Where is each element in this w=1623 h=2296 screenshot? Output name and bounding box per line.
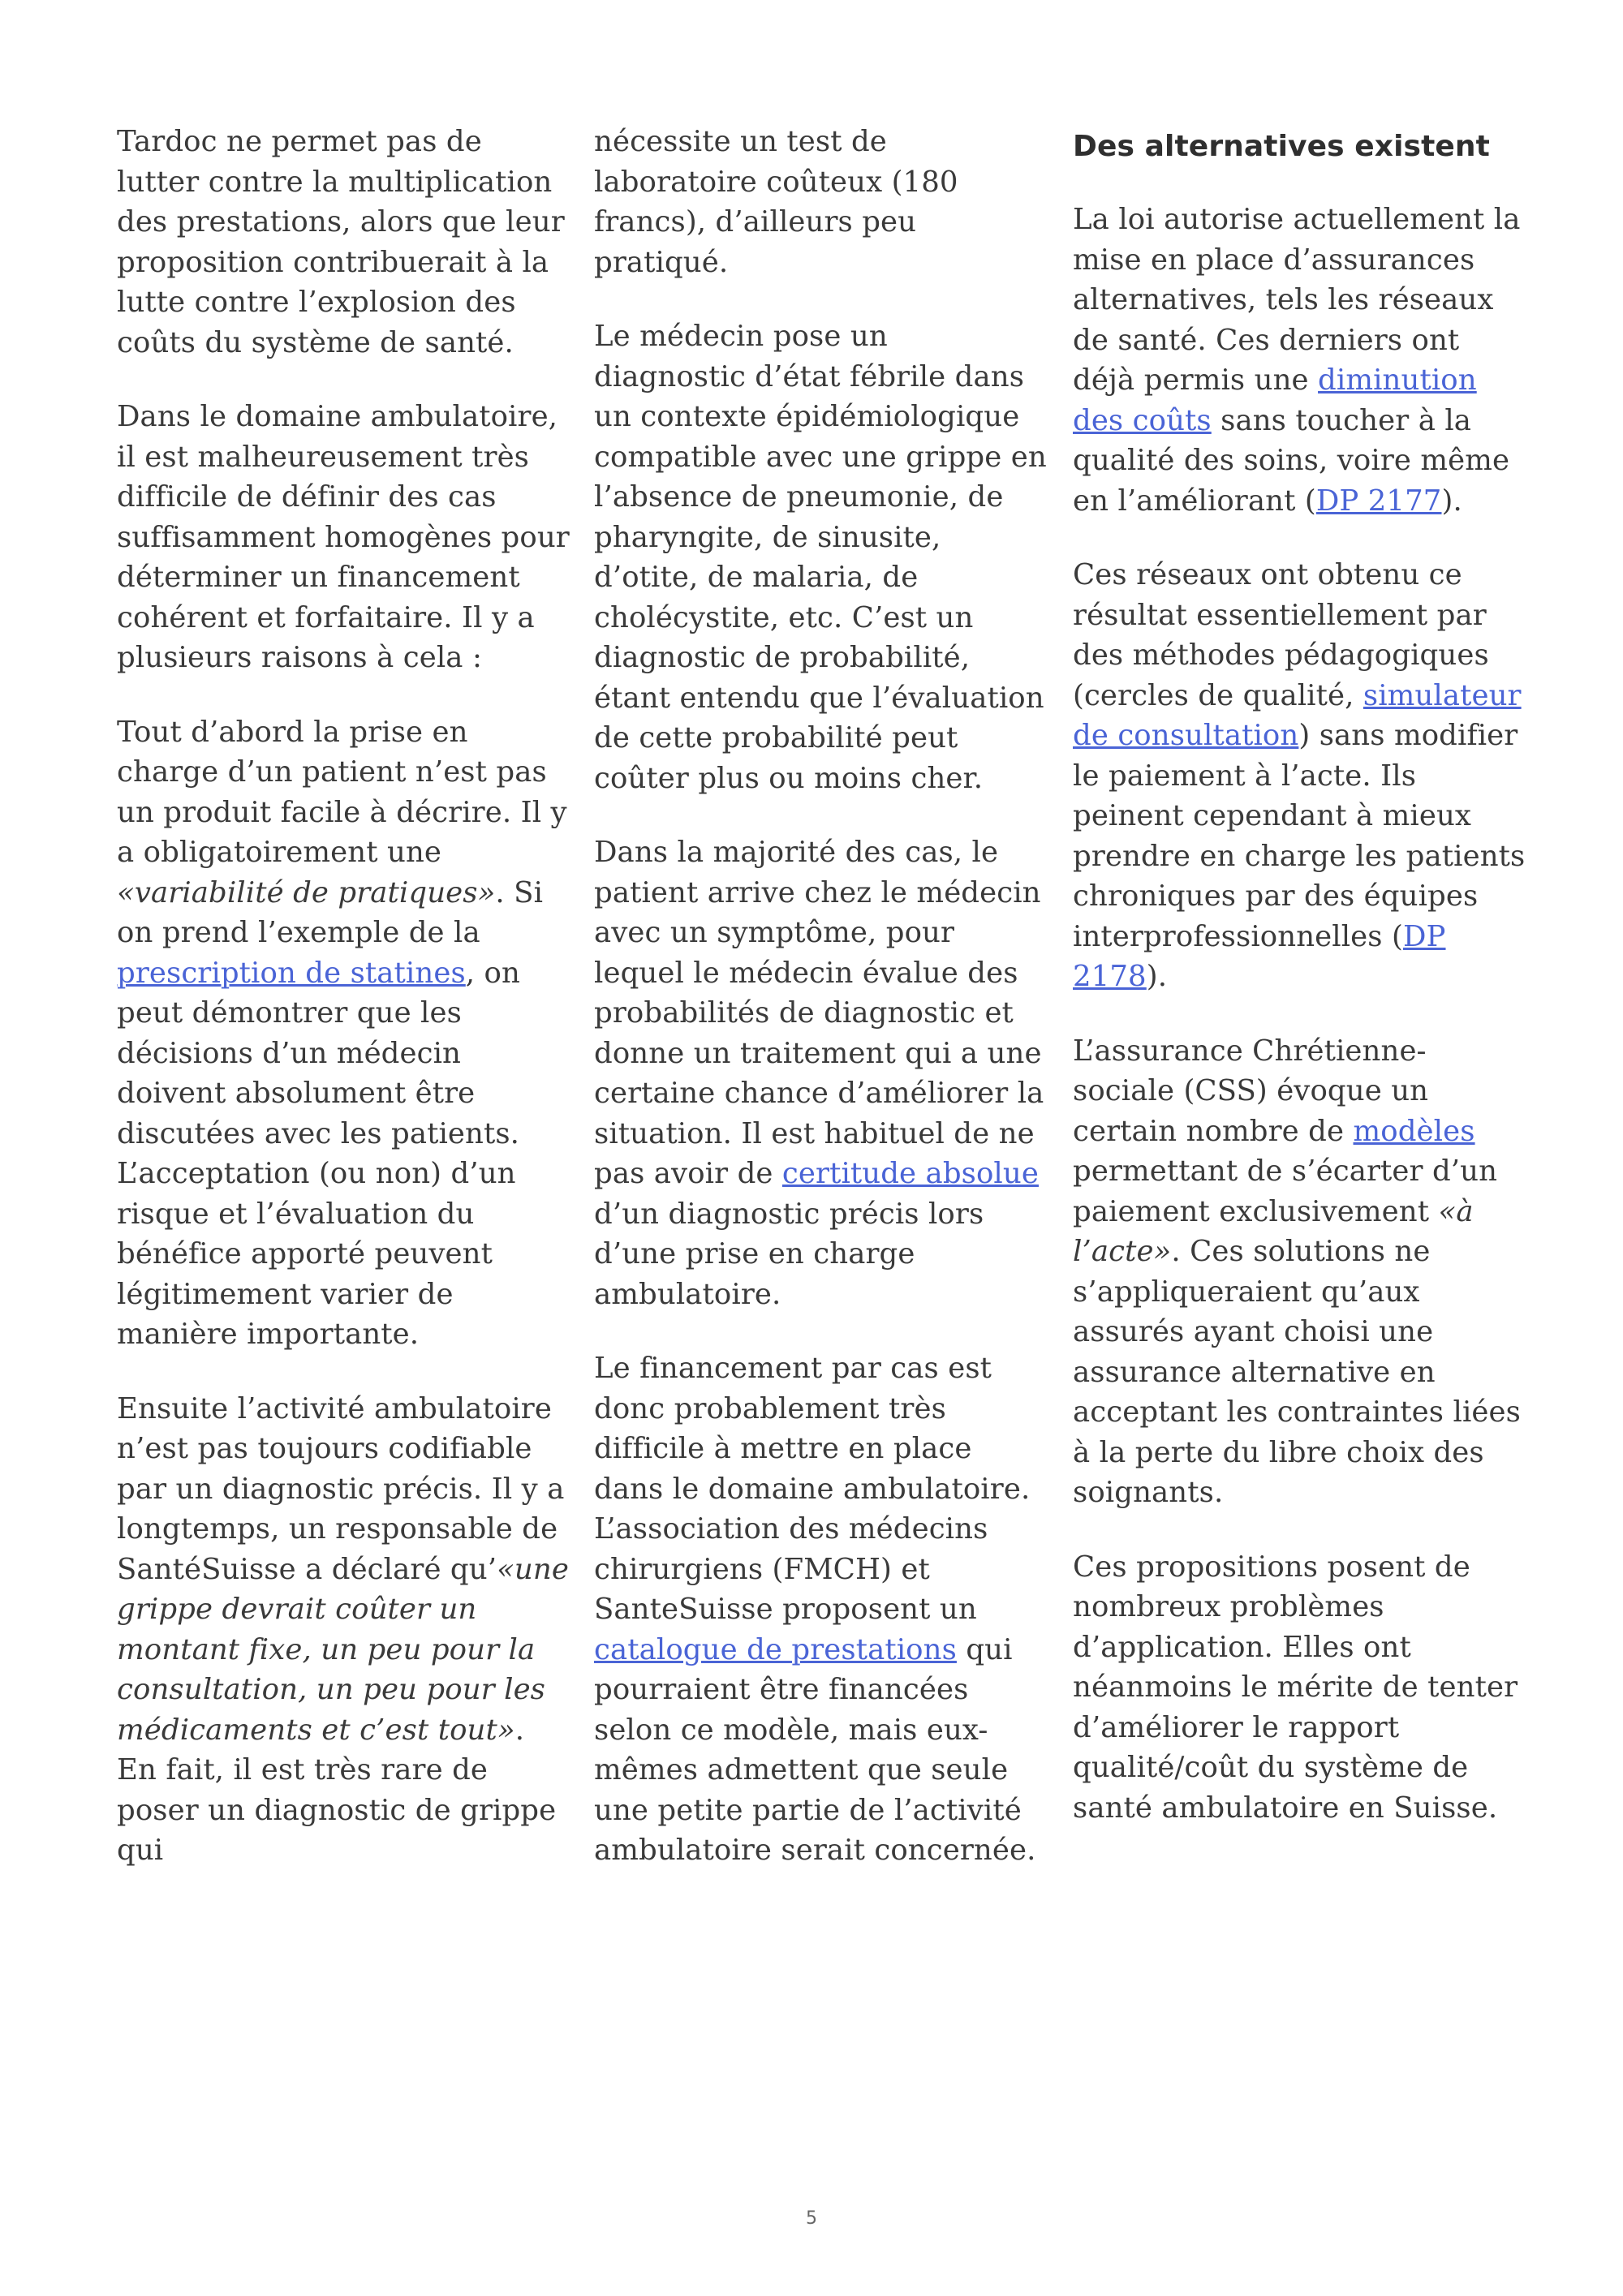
paragraph [1073, 200, 1527, 521]
text-column-1 [117, 122, 571, 1905]
paragraph: nécessite un test de laboratoire coûteux (180 francs), d’ailleurs peu pratiqué. [594, 125, 958, 279]
text-run: Tout d’abord la prise en charge d’un patient n’est pas un produit facile à décrire. Il y a obligatoirement une [117, 715, 567, 869]
paragraph [1073, 555, 1527, 997]
text-run: Le financement par cas est donc probablement très difficile à mettre en place dans le domaine ambulatoire. L’association des médecins chirurgiens (FMCH) et SanteSuisse proposent un [594, 1352, 1031, 1626]
text-run: sans toucher à la qualité des soins, voire même en l’améliorant ( [1073, 403, 1510, 518]
quote-italic: «une grippe devrait coûter un montant fixe, un peu pour la consultation, un peu pour les médicaments et c’est tout» [117, 1552, 569, 1747]
paragraph [594, 832, 1048, 1314]
text-run: Ensuite l’activité ambulatoire n’est pas toujours codifiable par un diagnostic précis. Il y a longtemps, un responsable de SantéSuisse a déclaré qu’ [117, 1391, 565, 1586]
paragraph: Le médecin pose un diagnostic d’état fébrile dans un contexte épidémiologique compatible avec une grippe en l’absence de pneumonie, de pharyngite, de sinusite, d’otite, de malaria, de cholécystite, etc. C’est un diagnostic de probabilité, étant entendu que l’évaluation de cette probabilité peut coûter plus ou moins cher. [594, 320, 1047, 795]
text-run: La loi autorise actuellement la mise en place d’assurances alternatives, tels les réseaux de santé. Ces derniers ont déjà permis une [1073, 203, 1521, 397]
text-column-2 [594, 122, 1048, 1905]
text-run: ). [1146, 960, 1168, 993]
page-number: 5 [806, 2208, 817, 2229]
text-run: permettant de s’écarter d’un paiement exclusivement [1073, 1154, 1498, 1228]
text-column-3 [1073, 122, 1527, 1862]
text-run: . Ces solutions ne s’appliqueraient qu’aux assurés ayant choisi une assurance alternative en acceptant les contraintes liées à la perte du libre choix des soignants. [1073, 1235, 1521, 1509]
link-modeles[interactable]: modèles [1353, 1114, 1475, 1148]
text-run: . Si on prend l’exemple de la [117, 875, 544, 949]
paragraph [117, 712, 571, 1355]
text-run: , on peut démontrer que les décisions d’un médecin doivent absolument être discutées avec les patients. L’acceptation (ou non) d’un risque et l’évaluation du bénéfice apporté peuvent légitimement varier de manière importante. [117, 956, 520, 1351]
link-dp-2177[interactable]: DP 2177 [1315, 484, 1442, 518]
text-run: ) sans modifier le paiement à l’acte. Ils peinent cependant à mieux prendre en charge les patients chroniques par des équipes interprofessionnelles ( [1073, 719, 1526, 953]
link-certitude-absolue[interactable]: certitude absolue [781, 1157, 1039, 1190]
quote-italic: «variabilité de pratiques» [117, 875, 496, 909]
text-run: Ces réseaux ont obtenu ce résultat essentiellement par des méthodes pédagogiques (cercles de qualité, [1073, 558, 1489, 712]
section-heading: Des alternatives existent [1073, 130, 1490, 163]
paragraph [1073, 1031, 1527, 1513]
text-run: Dans la majorité des cas, le patient arrive chez le médecin avec un symptôme, pour lequel le médecin évalue des probabilités de diagnostic et donne un traitement qui a une certaine chance d’améliorer la situation. Il est habituel de ne pas avoir de [594, 836, 1044, 1190]
link-prescription-statines[interactable]: prescription de statines [117, 956, 466, 990]
link-dp-2178[interactable]: DP 2178 [1073, 919, 1446, 993]
text-run: ). [1441, 484, 1462, 518]
paragraph: Ces propositions posent de nombreux problèmes d’application. Elles ont néanmoins le mérite de tenter d’améliorer le rapport qualité/coût du système de santé ambulatoire en Suisse. [1073, 1550, 1518, 1825]
paragraph: Tardoc ne permet pas de lutter contre la multiplication des prestations, alors que leur proposition contribuerait à la lutte contre l’explosion des coûts du système de santé. [117, 125, 565, 359]
text-run: . En fait, il est très rare de poser un diagnostic de grippe qui [117, 1713, 557, 1867]
link-simulateur-consultation[interactable]: simulateur de consultation [1073, 678, 1522, 752]
text-run: qui pourraient être financées selon ce modèle, mais eux-mêmes admettent que seule une petite partie de l’activité ambulatoire serait concernée. [594, 1632, 1036, 1867]
link-diminution-couts[interactable]: diminution des coûts [1073, 363, 1477, 437]
text-run: L’assurance Chrétienne-sociale (CSS) évoque un certain nombre de [1073, 1034, 1429, 1148]
text-run: d’un diagnostic précis lors d’une prise en charge ambulatoire. [594, 1197, 984, 1311]
quote-italic: «à l’acte» [1073, 1194, 1474, 1268]
paragraph [117, 1389, 571, 1871]
paragraph: Dans le domaine ambulatoire, il est malheureusement très difficile de définir des cas suffisamment homogènes pour déterminer un financement cohérent et forfaitaire. Il y a plusieurs raisons à cela : [117, 400, 570, 674]
link-catalogue-prestations[interactable]: catalogue de prestations [594, 1632, 957, 1666]
paragraph [594, 1348, 1048, 1871]
